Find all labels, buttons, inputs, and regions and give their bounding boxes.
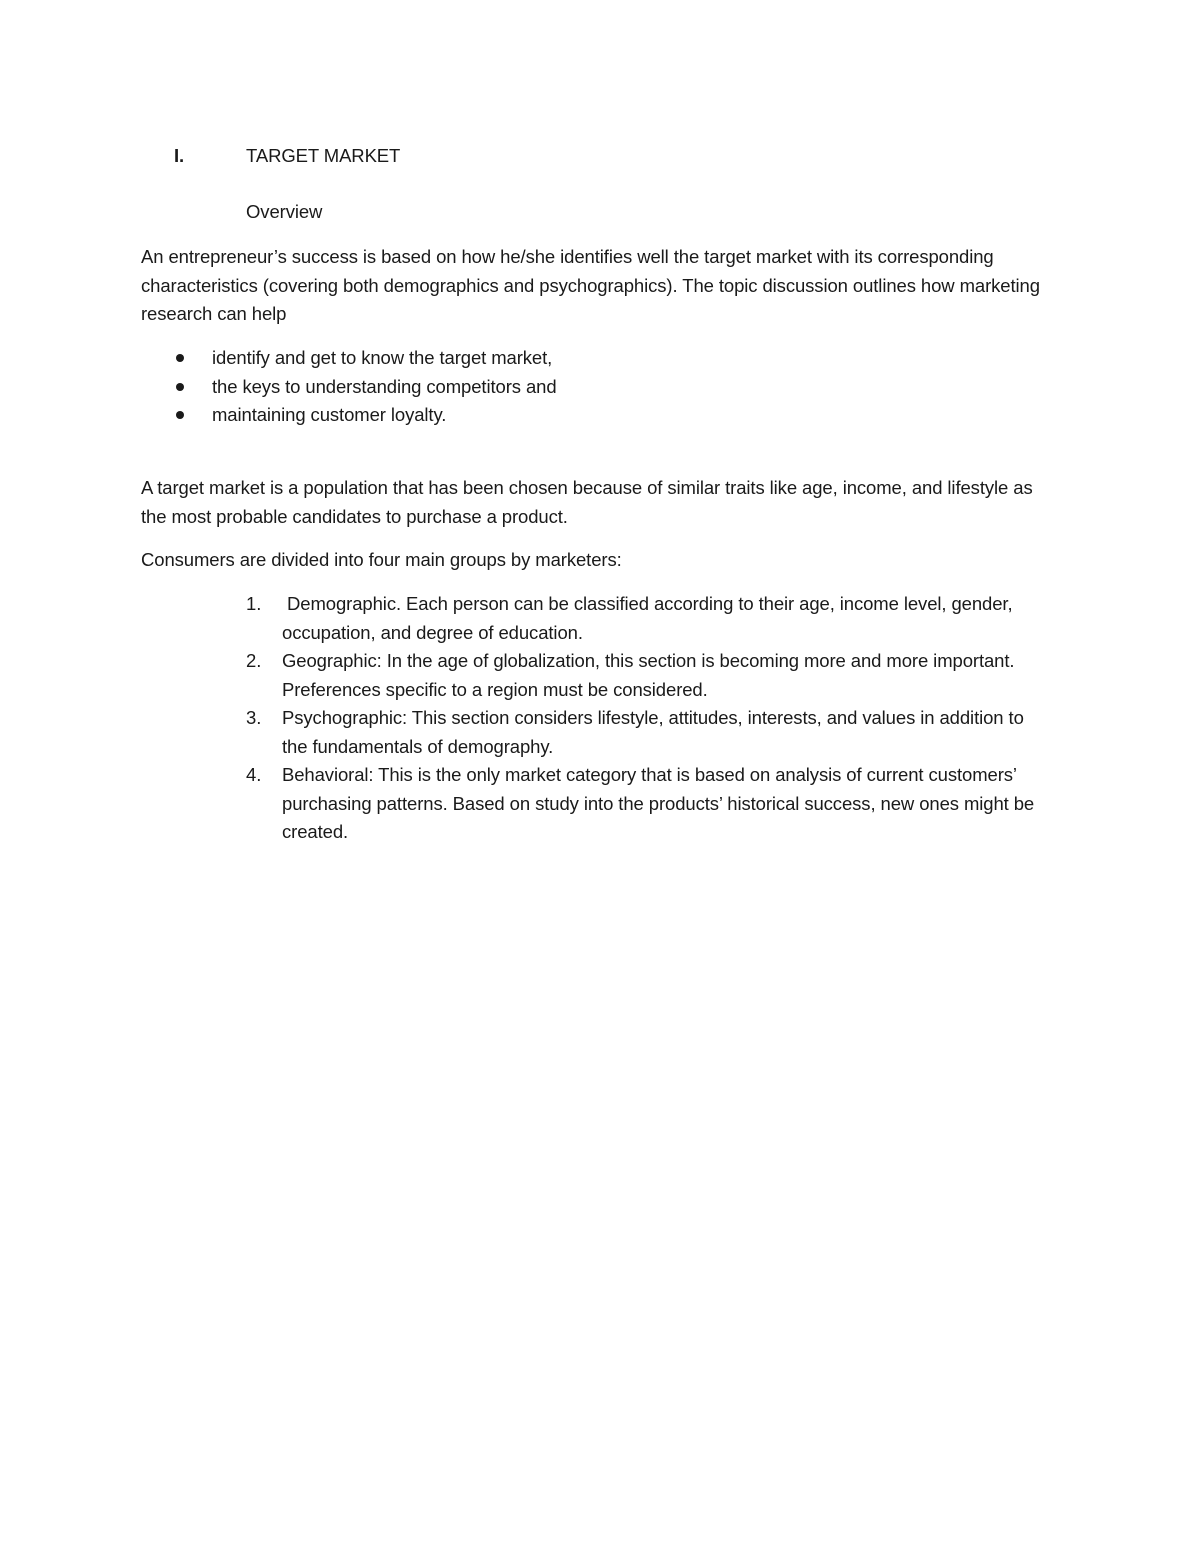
- definition-paragraph: A target market is a population that has been chosen because of similar traits like age, income, and lifestyle as the most probable candidates to purchase a product.: [141, 477, 1033, 527]
- list-number: 3.: [246, 707, 262, 728]
- section-title: TARGET MARKET: [246, 145, 401, 166]
- list-item: [141, 401, 1041, 430]
- bullet-icon: [176, 383, 184, 391]
- section-numeral: I.: [174, 145, 185, 166]
- groups-intro: Consumers are divided into four main groups by marketers:: [141, 549, 622, 570]
- bullet-text: maintaining customer loyalty.: [212, 404, 447, 425]
- list-item-text: Behavioral: This is the only market category that is based on analysis of current customers’ purchasing patterns. Based on study into the products’ historical success, new ones might be created.: [282, 764, 1035, 842]
- list-number: 4.: [246, 764, 262, 785]
- list-item: [246, 647, 1046, 704]
- list-item-text: Psychographic: This section considers lifestyle, attitudes, interests, and values in addition to the fundamentals of demography.: [282, 707, 1024, 757]
- bullet-icon: [176, 354, 184, 362]
- numbered-list: [246, 590, 1046, 847]
- list-item: [246, 590, 1046, 647]
- list-item-text: Demographic. Each person can be classified according to their age, income level, gender, occupation, and degree of education.: [282, 593, 1018, 643]
- list-item: [246, 761, 1046, 847]
- list-item: [141, 373, 1041, 402]
- section-heading: [174, 142, 674, 170]
- section-subheading: Overview: [246, 201, 323, 222]
- list-number: 2.: [246, 650, 262, 671]
- list-item: [141, 344, 1041, 373]
- list-item-text: Geographic: In the age of globalization, this section is becoming more and more important. Preferences specific to a region must be considered.: [282, 650, 1015, 700]
- bullet-icon: [176, 411, 184, 419]
- bullet-list: [141, 344, 1041, 430]
- bullet-text: the keys to understanding competitors and: [212, 375, 557, 397]
- list-number: 1.: [246, 593, 262, 614]
- bullet-text: identify and get to know the target market,: [212, 347, 553, 368]
- list-item: [246, 704, 1046, 761]
- intro-paragraph: An entrepreneur’s success is based on how he/she identifies well the target market with its corresponding characteristics (covering both demographics and psychographics). The topic discussion outlines how marketing research can help: [141, 246, 1040, 324]
